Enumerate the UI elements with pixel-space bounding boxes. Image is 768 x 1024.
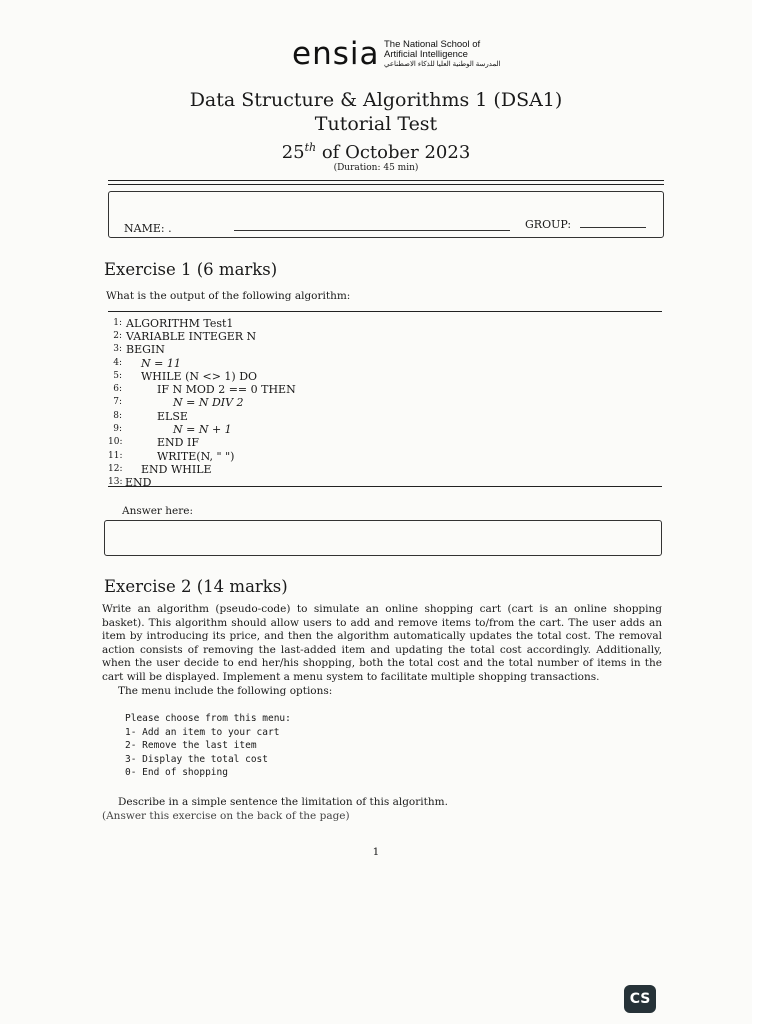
menu-line: Please choose from this menu: <box>125 713 291 724</box>
group-label: GROUP: <box>525 218 572 231</box>
group-field[interactable] <box>580 227 646 228</box>
exercise-1-title: Exercise 1 (6 marks) <box>104 260 278 279</box>
date-rest: of October 2023 <box>316 142 471 163</box>
course-title: Data Structure & Algorithms 1 (DSA1) <box>189 89 563 111</box>
limitation-question: Describe in a simple sentence the limitation of this algorithm. <box>118 796 448 808</box>
logo-line-2: Artificial Intelligence <box>384 49 468 60</box>
header-rule-bottom <box>108 184 664 185</box>
algorithm-listing: 1: ALGORITHM Test1 2: VARIABLE INTEGER N 3: BEGIN 4: N = 11 5: WHILE (N <> 1) DO 6: IF N MOD 2 == 0 THEN 7: N = N DIV 2 8: ELSE 9: N = N + 1 10: END IF 11: WRITE(N, " ") 12: END WHILE 13: END <box>108 311 662 487</box>
duration: (Duration: 45 min) <box>333 163 419 173</box>
name-label: NAME: . <box>124 222 172 235</box>
test-date <box>0 141 752 163</box>
answer-box[interactable] <box>104 520 662 556</box>
menu-listing <box>125 712 291 780</box>
date-suffix: th <box>304 141 317 154</box>
menu-line: 0- End of shopping <box>125 767 228 778</box>
date-day: 25 <box>281 142 305 163</box>
logo-caption <box>384 40 501 70</box>
page-number: 1 <box>372 846 380 858</box>
menu-line: 3- Display the total cost <box>125 753 268 765</box>
identity-box <box>108 191 664 238</box>
menu-line: 1- Add an item to your cart <box>125 726 280 738</box>
logo-wordmark: ensia <box>292 36 380 72</box>
name-field[interactable] <box>234 230 510 231</box>
logo-line-3: المدرسة الوطنية العليا للذكاء الاصطناعي <box>384 61 501 68</box>
exercise-2-paragraph: Write an algorithm (pseudo-code) to simulate an online shopping cart (cart is an online shopping basket). This algorithm should allow users to add and remove items to/from the cart. The user adds an item by introducing its price, and then the algorithm automatically updates the total cost. The removal action consists of removing the last-added item and updating the total cost accordingly. Additionally, when the user decide to end her/his shopping, both the total cost and the total number of items in the cart will be displayed. Implement a menu system to facilitate multiple shopping transactions. <box>102 603 662 683</box>
exercise-2-statement <box>102 603 662 698</box>
menu-line: 2- Remove the last item <box>125 740 257 751</box>
ensia-logo <box>292 36 501 72</box>
menu-intro: The menu include the following options: <box>118 684 333 697</box>
test-title: Tutorial Test <box>314 113 438 135</box>
answer-label: Answer here: <box>122 505 194 517</box>
exercise-1-question: What is the output of the following algorithm: <box>106 290 351 302</box>
exercise-2-title: Exercise 2 (14 marks) <box>104 577 288 596</box>
logo-line-1: The National School of <box>384 39 481 50</box>
back-of-page-note: (Answer this exercise on the back of the page) <box>102 810 350 822</box>
header-rule-top <box>108 180 664 181</box>
camscanner-badge: CS <box>624 985 656 1013</box>
